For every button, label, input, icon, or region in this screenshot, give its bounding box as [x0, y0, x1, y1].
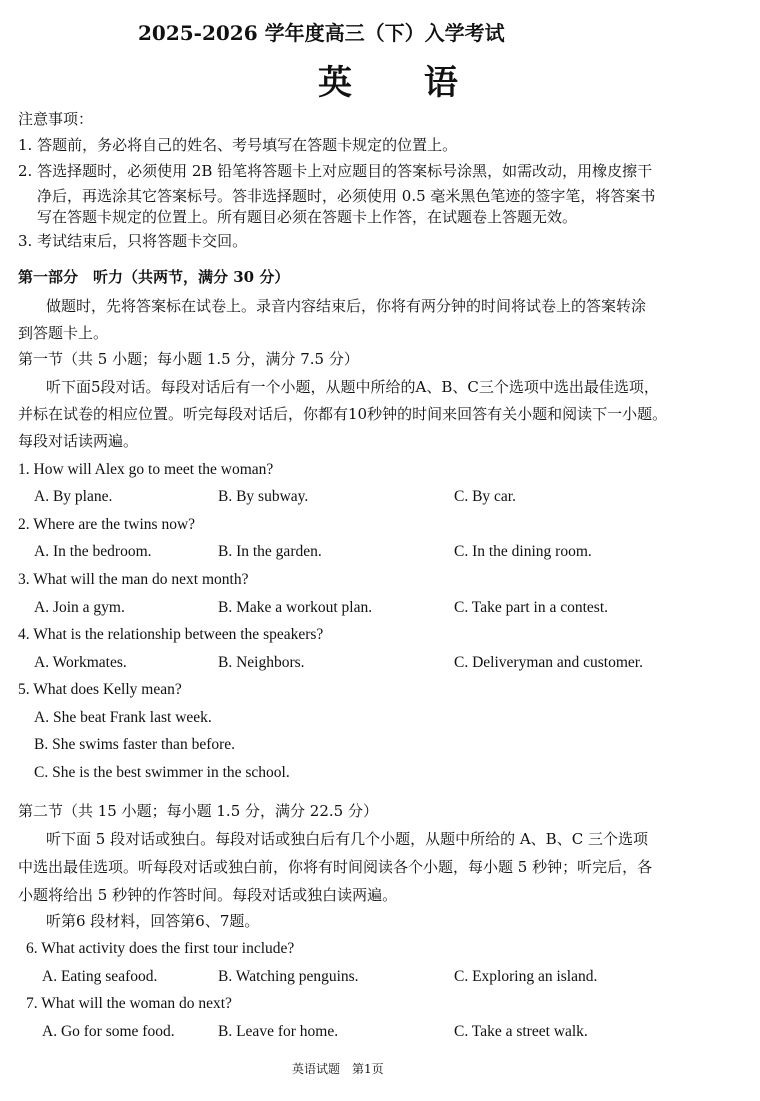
- option-a: A. In the bedroom.: [34, 543, 152, 560]
- option-b: B. In the garden.: [218, 543, 322, 560]
- section2-intro: 小题将给出 5 秒钟的作答时间。每段对话或独白读两遍。: [18, 886, 398, 904]
- option-b: B. Neighbors.: [218, 654, 305, 671]
- option-b: B. By subway.: [218, 488, 309, 505]
- section2-material: 听第6 段材料，回答第6、7题。: [46, 912, 260, 930]
- section1-intro: 并标在试卷的相应位置。听完每段对话后，你都有10秒钟的时间来回答有关小题和阅读下一小题。: [18, 405, 668, 423]
- option-a: A. Workmates.: [34, 654, 127, 671]
- notice-item: 净后，再选涂其它答案标号。答非选择题时，必须使用 0.5 毫米黑色笔迹的签字笔，将答案书: [37, 187, 656, 205]
- option-c: C. Deliveryman and customer.: [454, 654, 643, 671]
- exam-title: 2025-2026 学年度高三（下）入学考试: [138, 21, 505, 45]
- option-a: A. By plane.: [34, 488, 113, 505]
- option-c: C. By car.: [454, 488, 516, 505]
- part1-intro: 到答题卡上。: [18, 324, 109, 342]
- part1-heading: 第一部分 听力（共两节，满分 30 分）: [18, 268, 290, 286]
- option-c: C. Take part in a contest.: [454, 599, 609, 616]
- option-b: B. Watching penguins.: [218, 968, 359, 985]
- notice-item: 写在答题卡规定的位置上。所有题目必须在答题卡上作答，在试题卷上答题无效。: [37, 208, 578, 226]
- option-a: A. Join a gym.: [34, 599, 125, 616]
- notice-heading: 注意事项：: [18, 110, 94, 128]
- question-stem: 6. What activity does the first tour include?: [26, 940, 295, 957]
- option-b: B. Make a workout plan.: [218, 599, 373, 616]
- part1-intro: 做题时，先将答案标在试卷上。录音内容结束后，你将有两分钟的时间将试卷上的答案转涂: [46, 297, 647, 315]
- section1-intro: 每段对话读两遍。: [18, 432, 139, 450]
- question-stem: 3. What will the man do next month?: [18, 571, 249, 588]
- option-a: A. Go for some food.: [42, 1023, 175, 1040]
- question-stem: 5. What does Kelly mean?: [18, 681, 182, 698]
- option-c: C. In the dining room.: [454, 543, 592, 560]
- section2-heading: 第二节（共 15 小题；每小题 1.5 分，满分 22.5 分）: [18, 802, 378, 820]
- question-stem: 4. What is the relationship between the speakers?: [18, 626, 324, 643]
- notice-item: 3. 考试结束后，只将答题卡交回。: [18, 232, 248, 250]
- section1-intro: 听下面5段对话。每段对话后有一个小题，从题中所给的A、B、C三个选项中选出最佳选项，: [46, 378, 659, 396]
- notice-item: 1. 答题前，务必将自己的姓名、考号填写在答题卡规定的位置上。: [18, 136, 458, 154]
- option-a: A. She beat Frank last week.: [34, 709, 212, 726]
- option-c: C. She is the best swimmer in the school.: [34, 764, 290, 781]
- page-footer: 英语试题 第1页: [292, 1062, 384, 1076]
- option-c: C. Take a street walk.: [454, 1023, 588, 1040]
- question-stem: 7. What will the woman do next?: [26, 995, 232, 1012]
- section1-heading: 第一节（共 5 小题；每小题 1.5 分，满分 7.5 分）: [18, 350, 359, 368]
- option-b: B. She swims faster than before.: [34, 736, 236, 753]
- option-b: B. Leave for home.: [218, 1023, 339, 1040]
- question-stem: 1. How will Alex go to meet the woman?: [18, 461, 274, 478]
- section2-intro: 听下面 5 段对话或独白。每段对话或独白后有几个小题，从题中所给的 A、B、C 三个选项: [46, 830, 648, 848]
- subject-title: 英 语: [318, 63, 488, 103]
- section2-intro: 中选出最佳选项。听每段对话或独白前，你将有时间阅读各个小题，每小题 5 秒钟；听完后，各: [18, 858, 653, 876]
- option-c: C. Exploring an island.: [454, 968, 598, 985]
- notice-item: 2. 答选择题时，必须使用 2B 铅笔将答题卡上对应题目的答案标号涂黑，如需改动，用橡皮擦干: [18, 162, 653, 180]
- question-stem: 2. Where are the twins now?: [18, 516, 196, 533]
- option-a: A. Eating seafood.: [42, 968, 158, 985]
